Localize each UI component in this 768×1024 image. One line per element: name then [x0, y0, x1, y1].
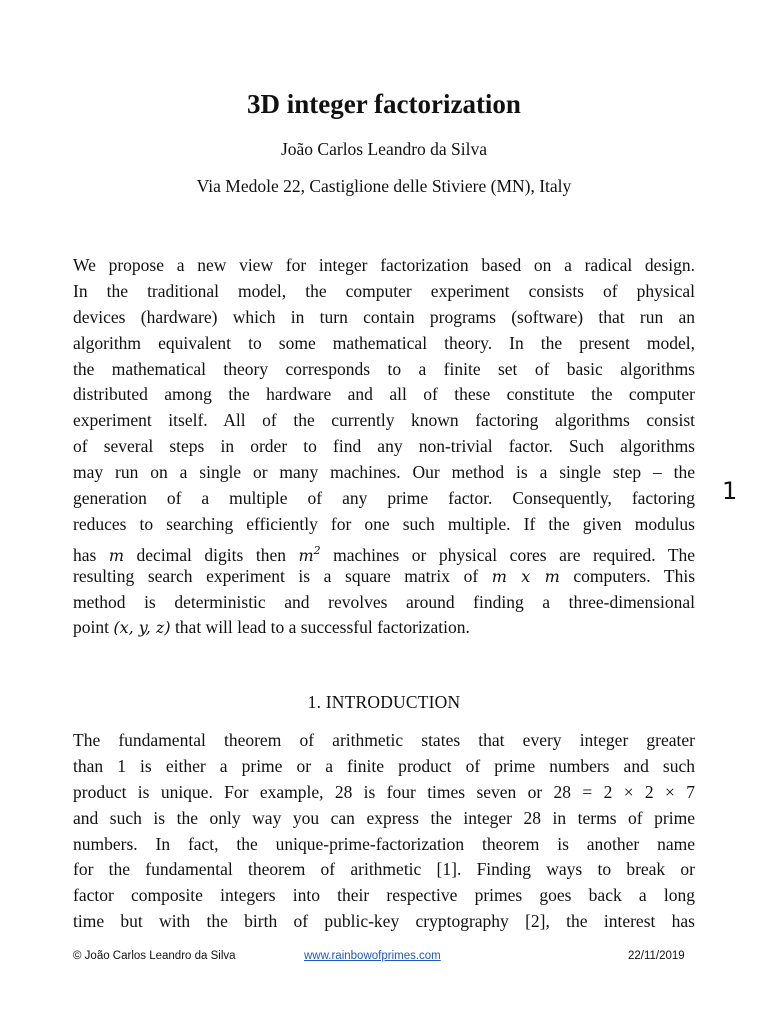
- abstract-line: generation of a multiple of any prime factor. Consequently, factoring: [73, 488, 695, 509]
- math-xyz-point: (x, y, z): [113, 618, 171, 638]
- section-heading: 1. INTRODUCTION: [307, 692, 461, 712]
- abstract-line: the mathematical theory corresponds to a finite set of basic algorithms: [73, 358, 695, 379]
- math-m-x-m: m x m: [491, 566, 560, 586]
- abstract-line: of several steps in order to find any non-trivial factor. Such algorithms: [73, 436, 695, 457]
- abstract-line-math: point (x, y, z) that will lead to a successful factorization.: [73, 617, 470, 638]
- intro-line: for the fundamental theorem of arithmetic [1]. Finding ways to break or: [73, 859, 695, 880]
- abstract-line: experiment itself. All of the currently known factoring algorithms consist: [73, 410, 695, 431]
- intro-line: than 1 is either a prime or a finite product of prime numbers and such: [73, 755, 695, 776]
- introduction-body: [73, 728, 695, 935]
- abstract: [73, 253, 695, 641]
- intro-line: product is unique. For example, 28 is four times seven or 28 = 2 × 2 × 7: [73, 781, 695, 802]
- footer-website-link[interactable]: www.rainbowofprimes.com: [304, 950, 441, 962]
- abstract-line: distributed among the hardware and all of these constitute the computer: [73, 384, 695, 405]
- intro-line: factor composite integers into their respective primes goes back a long: [73, 885, 695, 906]
- abstract-line: algorithm equivalent to some mathematical theory. In the present model,: [73, 332, 695, 353]
- intro-line: The fundamental theorem of arithmetic states that every integer greater: [73, 730, 695, 750]
- footer-date: 22/11/2019: [628, 950, 685, 962]
- intro-line: and such is the only way you can express the integer 28 in terms of prime: [73, 807, 695, 828]
- page-number: 1: [722, 477, 738, 505]
- abstract-line: reduces to searching efficiently for one such multiple. If the given modulus: [73, 513, 695, 534]
- abstract-line-math: has m decimal digits then $m^2$ machines or physical cores are required. The: [73, 543, 696, 565]
- abstract-line: devices (hardware) which in turn contain programs (software) that run an: [73, 306, 695, 327]
- footer-copyright: © João Carlos Leandro da Silva: [73, 950, 236, 962]
- author-name: João Carlos Leandro da Silva: [280, 139, 488, 159]
- intro-line: time but with the birth of public-key cryptography [2], the interest has: [73, 911, 695, 932]
- intro-line: numbers. In fact, the unique-prime-factorization theorem is another name: [73, 833, 695, 854]
- author-address: Via Medole 22, Castiglione delle Stiviere (MN), Italy: [196, 176, 572, 196]
- math-m-squared: $m^2$: [298, 543, 321, 565]
- paper-title: 3D integer factorization: [247, 89, 521, 119]
- abstract-line: may run on a single or many machines. Our method is a single step – the: [73, 462, 695, 483]
- abstract-line: We propose a new view for integer factorization based on a radical design.: [73, 255, 695, 275]
- abstract-line: In the traditional model, the computer experiment consists of physical: [73, 280, 695, 301]
- abstract-line: method is deterministic and revolves around finding a three-dimensional: [73, 591, 695, 612]
- abstract-line-math: resulting search experiment is a square matrix of m x m computers. This: [73, 565, 696, 586]
- math-m: m: [108, 545, 125, 565]
